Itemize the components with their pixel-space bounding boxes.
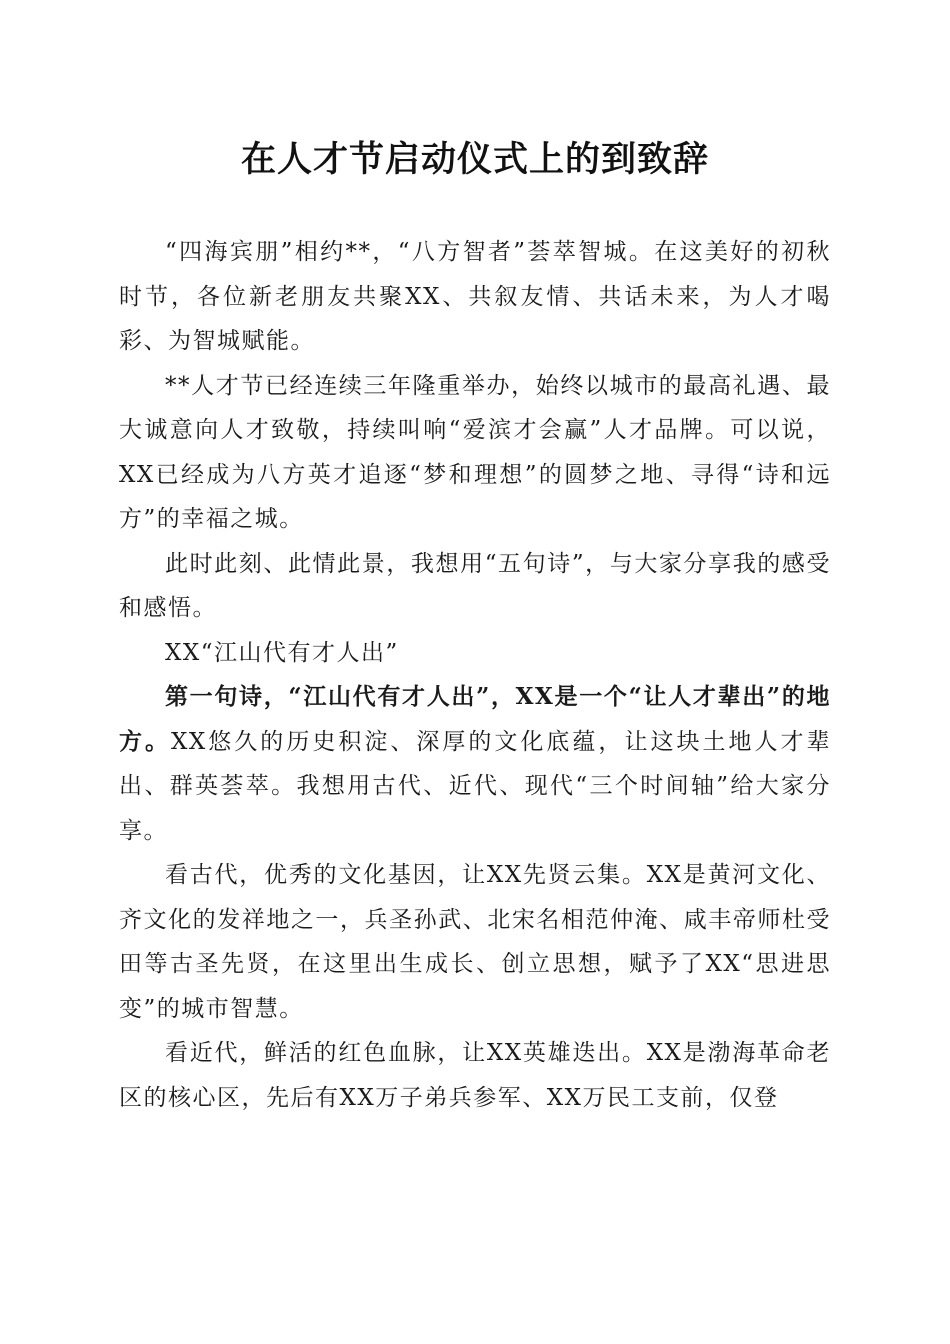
paragraph: 看古代，优秀的文化基因，让XX先贤云集。XX是黄河文化、齐文化的发祥地之一，兵圣孙武、北宋名相范仲淹、咸丰帝师杜受田等古圣先贤，在这里出生成长、创立思想，赋予了XX“思进思变”的城市智慧。 — [119, 862, 831, 1022]
paragraph: “四海宾朋”相约**，“八方智者”荟萃智城。在这美好的初秋时节，各位新老朋友共聚XX、共叙友情、共话未来，为人才喝彩、为智城赋能。 — [119, 239, 831, 354]
paragraph-rest: XX悠久的历史积淀、深厚的文化底蕴，让这块土地人才辈出、群英荟萃。我想用古代、近代、现代“三个时间轴”给大家分享。 — [119, 728, 832, 844]
paragraph: **人才节已经连续三年隆重举办，始终以城市的最高礼遇、最大诚意向人才致敬，持续叫响“爱滨才会赢”人才品牌。可以说，XX已经成为八方英才追逐“梦和理想”的圆梦之地、寻得“诗和远方”的幸福之城。 — [119, 372, 831, 532]
paragraph-lead-bold: 第一句诗，“江山代有才人出”，XX是一个“让人才辈出”的地方。 — [119, 683, 831, 755]
paragraph — [119, 675, 831, 853]
document-title: 在人才节启动仪式上的到致辞 — [240, 139, 709, 180]
document-body — [119, 230, 831, 1120]
paragraph: 看近代，鲜活的红色血脉，让XX英雄迭出。XX是渤海革命老区的核心区，先后有XX万子弟兵参军、XX万民工支前，仅登 — [119, 1040, 831, 1111]
section-heading: XX“江山代有才人出” — [165, 639, 399, 666]
paragraph: 此时此刻、此情此景，我想用“五句诗”，与大家分享我的感受和感悟。 — [119, 550, 831, 621]
